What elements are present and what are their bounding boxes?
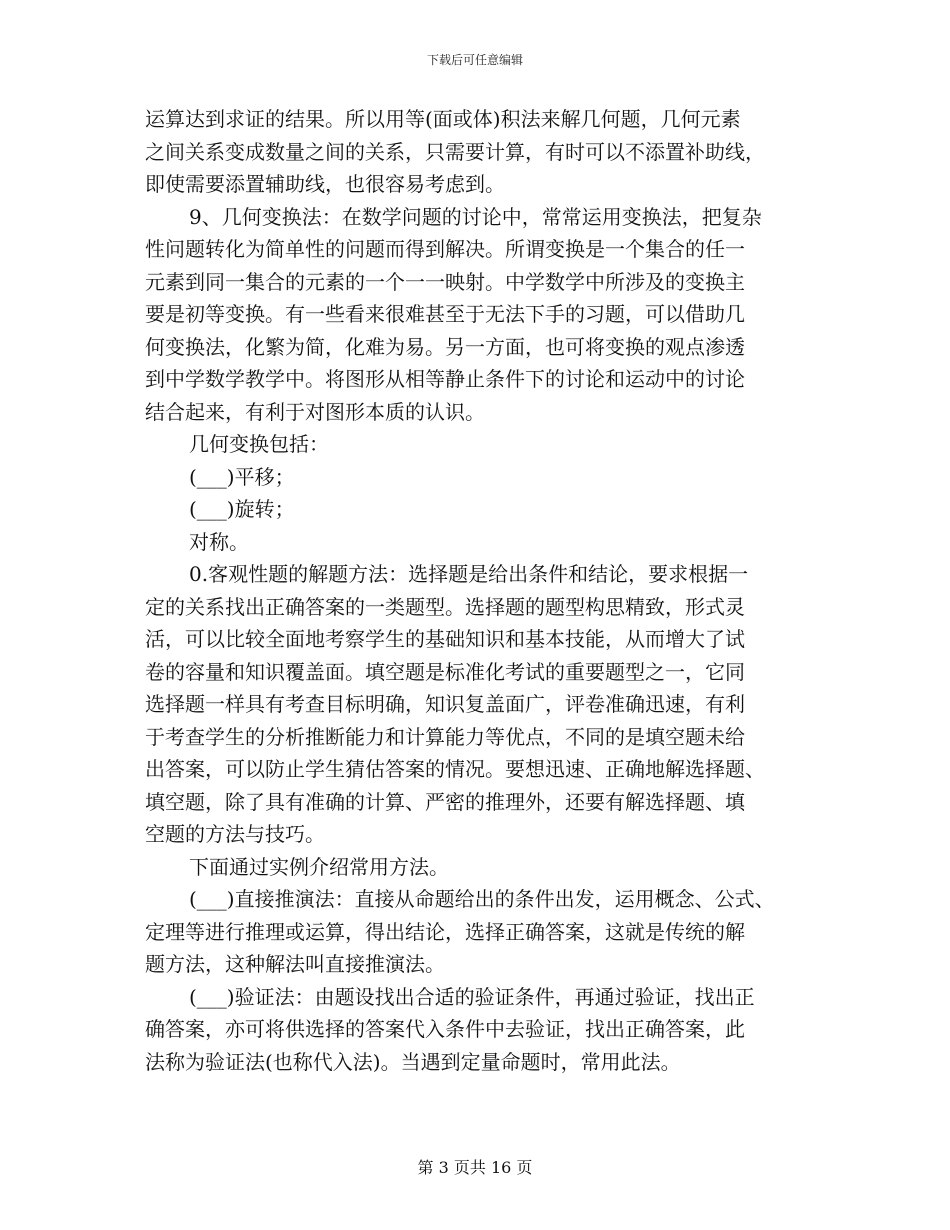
paragraph-start-line: (___)验证法：由题设找出合适的验证条件，再通过验证，找出正 [189, 984, 755, 1009]
text-line: 定的关系找出正确答案的一类题型。选择题的题型构思精致，形式灵 [145, 594, 745, 619]
text-line: 出答案，可以防止学生猜估答案的情况。要想迅速、正确地解选择题、 [145, 757, 765, 781]
text-line: 到中学数学教学中。将图形从相等静止条件下的讨论和运动中的讨论 [145, 367, 745, 391]
page-header: 下载后可任意编辑 [426, 53, 523, 67]
list-item-line: (___)旋转； [189, 497, 295, 521]
text-line: 活，可以比较全面地考察学生的基础知识和基本技能，从而增大了试 [145, 627, 745, 651]
text-line: 之间关系变成数量之间的关系，只需要计算，有时可以不添置补助线， [145, 139, 765, 164]
text-line: 即使需要添置辅助线，也很容易考虑到。 [145, 172, 505, 196]
paragraph-start-line: 9、几何变换法：在数学问题的讨论中，常常运用变换法，把复杂 [189, 204, 762, 229]
text-line: 填空题，除了具有准确的计算、严密的推理外，还要有解选择题、填 [145, 789, 745, 814]
text-line: 卷的容量和知识覆盖面。填空题是标准化考试的重要题型之一，它同 [145, 659, 745, 684]
text-line: 确答案，亦可将供选择的答案代入条件中去验证，找出正确答案，此 [145, 1017, 745, 1041]
text-line: 题方法，这种解法叫直接推演法。 [145, 952, 445, 976]
text-line: 空题的方法与技巧。 [145, 822, 325, 846]
paragraph-start-line: 下面通过实例介绍常用方法。 [189, 854, 449, 879]
text-line: 法称为验证法(也称代入法)。当遇到定量命题时，常用此法。 [145, 1049, 681, 1074]
document-body [145, 103, 810, 1078]
text-line: 何变换法，化繁为简，化难为易。另一方面，也可将变换的观点渗透 [145, 334, 745, 359]
text-line: 结合起来，有利于对图形本质的认识。 [145, 399, 485, 424]
text-line: 定理等进行推理或运算，得出结论，选择正确答案，这就是传统的解 [145, 919, 745, 944]
text-line: 于考查学生的分析推断能力和计算能力等优点，不同的是填空题未给 [145, 724, 745, 749]
text-line: 运算达到求证的结果。所以用等(面或体)积法来解几何题，几何元素 [145, 107, 741, 131]
text-line: 选择题一样具有考查目标明确，知识复盖面广，评卷准确迅速，有利 [145, 692, 745, 716]
text-line: 元素到同一集合的元素的一个一一映射。中学数学中所涉及的变换主 [145, 269, 745, 294]
paragraph-start-line: 几何变换包括： [189, 432, 329, 456]
paragraph-start-line: 0.客观性题的解题方法：选择题是给出条件和结论，要求根据一 [189, 562, 749, 586]
page-footer: 第 3 页共 16 页 [417, 1158, 533, 1177]
list-item-line: (___)平移； [189, 464, 295, 489]
text-line: 要是初等变换。有一些看来很难甚至于无法下手的习题，可以借助几 [145, 302, 745, 326]
text-line: 性问题转化为简单性的问题而得到解决。所谓变换是一个集合的任一 [145, 237, 745, 261]
list-item-line: 对称。 [189, 529, 249, 554]
paragraph-start-line: (___)直接推演法：直接从命题给出的条件出发，运用概念、公式、 [189, 887, 775, 911]
